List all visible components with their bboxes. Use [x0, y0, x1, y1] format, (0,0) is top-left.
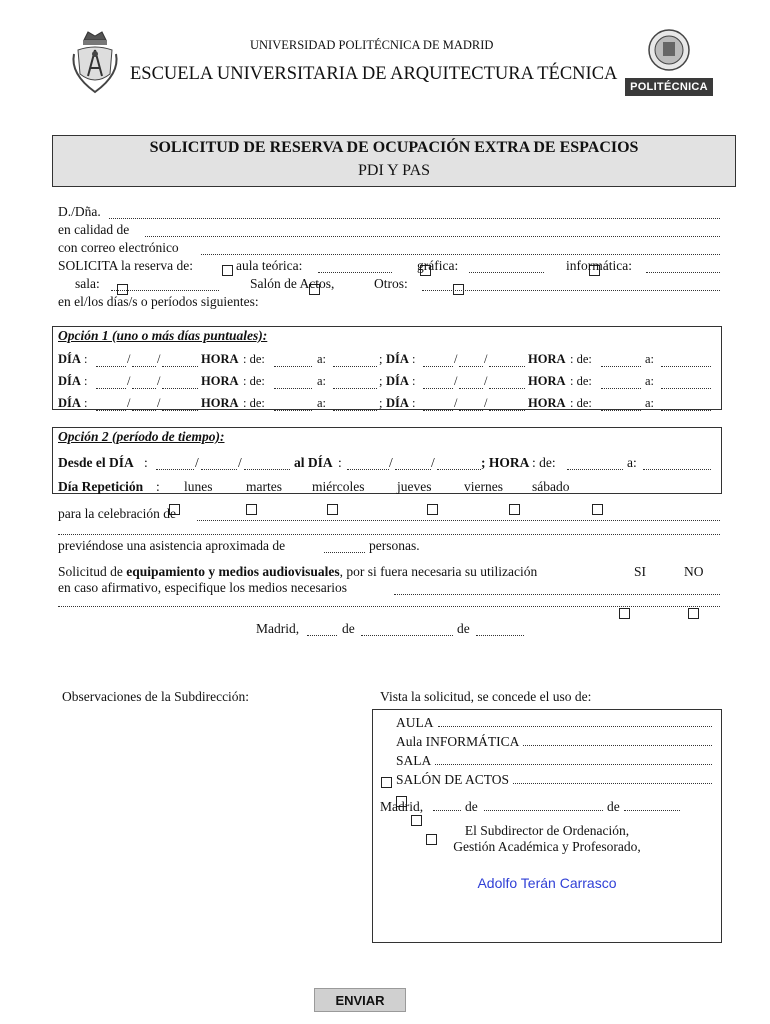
al-year[interactable] — [437, 457, 481, 470]
opcion1-from[interactable] — [274, 376, 312, 389]
opcion1-month-2[interactable] — [459, 376, 483, 389]
signature-name: Adolfo Terán Carrasco — [477, 875, 617, 891]
fecha-de1: de — [342, 621, 355, 636]
desde-slash2: / — [238, 455, 242, 470]
medios-field[interactable] — [394, 582, 720, 595]
al-label: al DÍA — [294, 455, 333, 470]
hora2-de: : de: — [532, 455, 556, 470]
opcion1-to-2[interactable] — [661, 398, 711, 411]
opcion1-year-2[interactable] — [489, 376, 525, 389]
si-checkbox[interactable] — [619, 608, 630, 619]
desde-year[interactable] — [244, 457, 290, 470]
email-field[interactable] — [201, 242, 720, 255]
calidad-label: en calidad de — [58, 222, 130, 237]
celebracion-line-2 — [58, 534, 720, 535]
opcion1-year[interactable] — [162, 398, 198, 411]
opcion1-slash: / — [127, 396, 131, 410]
opcion1-hora-label: HORA — [201, 396, 239, 410]
hora2-label: ; HORA — [481, 455, 530, 470]
concesion-checkbox-0[interactable] — [381, 777, 392, 788]
day-label-0: lunes — [184, 479, 213, 494]
medios-line-2 — [58, 606, 720, 607]
informatica-label: informática: — [566, 258, 632, 273]
vista-month-line — [484, 810, 603, 811]
hora2-a: a: — [627, 455, 637, 470]
opcion1-from-2[interactable] — [601, 354, 641, 367]
opcion1-a-label: a: — [317, 352, 327, 366]
opcion1-slash: / — [454, 396, 458, 410]
opcion1-month[interactable] — [132, 398, 156, 411]
opcion1-dia-label: DÍA — [58, 374, 81, 388]
opcion1-to[interactable] — [333, 376, 377, 389]
opcion1-dia-colon-2: : — [412, 352, 416, 366]
opcion1-hora-label-2: HORA — [528, 352, 566, 366]
hora2-from[interactable] — [567, 457, 623, 470]
otros-label: Otros: — [374, 276, 408, 291]
vista-year-line — [624, 810, 680, 811]
concesion-label-1: Aula INFORMÁTICA — [396, 734, 520, 749]
sala-label: sala: — [75, 276, 100, 291]
opcion1-dia-colon: : — [84, 374, 88, 388]
fecha-day[interactable] — [307, 623, 337, 636]
opcion1-year-2[interactable] — [489, 354, 525, 367]
opcion1-year[interactable] — [162, 376, 198, 389]
opcion1-day-2[interactable] — [423, 398, 453, 411]
grafica-field[interactable] — [469, 260, 544, 273]
fecha-month[interactable] — [361, 623, 453, 636]
concesion-line-0 — [438, 726, 713, 727]
opcion1-month[interactable] — [132, 354, 156, 367]
opcion1-from[interactable] — [274, 398, 312, 411]
afirmativo-label: en caso afirmativo, especifique los medios necesarios — [58, 580, 348, 595]
capacity-field[interactable] — [145, 224, 720, 237]
desde-slash1: / — [195, 455, 199, 470]
opcion1-de-label-2: : de: — [570, 374, 592, 388]
opcion1-day-2[interactable] — [423, 376, 453, 389]
form-subtitle: PDI Y PAS — [357, 162, 431, 179]
al-slash2: / — [431, 455, 435, 470]
opcion1-dia-label-2: DÍA — [386, 396, 409, 410]
opcion1-a-label: a: — [317, 396, 327, 410]
opcion1-hora-label-2: HORA — [528, 374, 566, 388]
opcion1-month-2[interactable] — [459, 354, 483, 367]
politecnica-label: POLITÉCNICA — [625, 78, 713, 96]
opcion1-to-2[interactable] — [661, 354, 711, 367]
opcion2-title: Opción 2 (período de tiempo): — [58, 429, 225, 444]
opcion1-dia-label: DÍA — [58, 396, 81, 410]
university-name: UNIVERSIDAD POLITÉCNICA DE MADRID — [250, 38, 494, 52]
opcion1-de-label: : de: — [243, 374, 265, 388]
opcion1-hora-label-2: HORA — [528, 396, 566, 410]
concesion-line-1 — [523, 745, 712, 746]
al-colon: : — [338, 455, 342, 470]
opcion1-sep: ; — [379, 396, 383, 410]
opcion1-slash: / — [484, 352, 488, 366]
day-label-3: jueves — [397, 479, 432, 494]
opcion1-day[interactable] — [96, 398, 126, 411]
opcion1-day[interactable] — [96, 376, 126, 389]
opcion1-a-label-2: a: — [645, 352, 655, 366]
day-label-1: martes — [246, 479, 282, 494]
grafica-label: gráfica: — [417, 258, 459, 273]
celebracion-label: para la celebración de — [58, 506, 177, 521]
school-name: ESCUELA UNIVERSITARIA DE ARQUITECTURA TÉCNICA — [130, 64, 618, 84]
school-crest-logo — [66, 30, 124, 96]
otros-field[interactable] — [422, 278, 720, 291]
opcion1-hora-label: HORA — [201, 374, 239, 388]
opcion1-dia-label: DÍA — [58, 352, 81, 366]
opcion1-slash: / — [127, 352, 131, 366]
name-field[interactable] — [109, 206, 720, 219]
opcion1-to[interactable] — [333, 354, 377, 367]
al-day[interactable] — [347, 457, 389, 470]
opcion1-title: Opción 1 (uno o más días puntuales): — [58, 328, 268, 343]
opcion1-slash: / — [454, 352, 458, 366]
opcion1-dia-label-2: DÍA — [386, 374, 409, 388]
desde-colon: : — [144, 455, 148, 470]
opcion1-slash: / — [157, 352, 161, 366]
asistencia-label: previéndose una asistencia aproximada de — [58, 538, 286, 553]
concesion-label-2: SALA — [396, 753, 432, 768]
concesion-label-3: SALÓN DE ACTOS — [396, 772, 510, 787]
desde-label: Desde el DÍA — [58, 455, 134, 470]
repeticion-colon: : — [156, 479, 160, 494]
vista-de2: de — [607, 799, 620, 814]
opcion1-slash: / — [484, 396, 488, 410]
desde-day[interactable] — [156, 457, 194, 470]
opcion1-year[interactable] — [162, 354, 198, 367]
no-checkbox[interactable] — [688, 608, 699, 619]
opcion1-from-2[interactable] — [601, 398, 641, 411]
dias-label: en el/los días/s o períodos siguientes: — [58, 294, 259, 309]
opcion1-slash: / — [157, 374, 161, 388]
subdirector-line2: Gestión Académica y Profesorado, — [453, 839, 641, 854]
subdirector-line1: El Subdirector de Ordenación, — [464, 823, 630, 838]
opcion1-to[interactable] — [333, 398, 377, 411]
equipamiento-bold: equipamiento y medios audiovisuales — [126, 564, 340, 579]
opcion1-slash: / — [127, 374, 131, 388]
salon-actos-label: Salón de Actos, — [250, 276, 335, 291]
celebracion-field[interactable] — [197, 508, 720, 521]
opcion1-from-2[interactable] — [601, 376, 641, 389]
opcion1-de-label-2: : de: — [570, 352, 592, 366]
concesion-line-3 — [513, 783, 712, 784]
asistencia-field[interactable] — [324, 540, 365, 553]
fecha-year[interactable] — [476, 623, 524, 636]
email-label: con correo electrónico — [58, 240, 179, 255]
al-month[interactable] — [395, 457, 431, 470]
opcion1-month-2[interactable] — [459, 398, 483, 411]
opcion1-slash: / — [454, 374, 458, 388]
opcion1-slash: / — [157, 396, 161, 410]
opcion1-sep: ; — [379, 352, 383, 366]
day-label-2: miércoles — [312, 479, 365, 494]
equipamiento-line — [58, 564, 537, 580]
enviar-button[interactable]: ENVIAR — [314, 988, 406, 1012]
day-label-4: viernes — [464, 479, 503, 494]
opcion1-de-label: : de: — [243, 352, 265, 366]
opcion1-a-label: a: — [317, 374, 327, 388]
vista-de1: de — [465, 799, 478, 814]
opcion1-de-label: : de: — [243, 396, 265, 410]
opcion1-dia-colon-2: : — [412, 396, 416, 410]
equipamiento-post: , por si fuera necesaria su utilización — [339, 564, 538, 579]
opcion1-year-2[interactable] — [489, 398, 525, 411]
concesion-label-0: AULA — [396, 715, 434, 730]
solicita-label: SOLICITA la reserva de: — [58, 258, 193, 273]
repeticion-label: Día Repetición — [58, 479, 144, 494]
opcion1-dia-colon: : — [84, 396, 88, 410]
aula-teorica-checkbox[interactable] — [222, 265, 233, 276]
no-label: NO — [684, 564, 704, 579]
politecnica-logo — [623, 28, 715, 98]
form-title: SOLICITUD DE RESERVA DE OCUPACIÓN EXTRA DE ESPACIOS — [149, 139, 639, 156]
opcion1-a-label-2: a: — [645, 396, 655, 410]
equipamiento-pre: Solicitud de — [58, 564, 123, 579]
opcion1-day-2[interactable] — [423, 354, 453, 367]
opcion1-de-label-2: : de: — [570, 396, 592, 410]
opcion1-dia-colon: : — [84, 352, 88, 366]
informatica-field[interactable] — [646, 260, 720, 273]
al-slash1: / — [389, 455, 393, 470]
concesion-line-2 — [435, 764, 712, 765]
opcion1-dia-colon-2: : — [412, 374, 416, 388]
opcion1-slash: / — [484, 374, 488, 388]
observaciones-label: Observaciones de la Subdirección: — [62, 689, 250, 704]
vista-title: Vista la solicitud, se concede el uso de: — [380, 689, 592, 704]
aula-teorica-field[interactable] — [318, 260, 392, 273]
dona-label: D./Dña. — [58, 204, 101, 219]
sala-field[interactable] — [111, 278, 219, 291]
opcion1-hora-label: HORA — [201, 352, 239, 366]
vista-madrid: Madrid, — [380, 799, 424, 814]
opcion1-a-label-2: a: — [645, 374, 655, 388]
fecha-de2: de — [457, 621, 470, 636]
personas-label: personas. — [369, 538, 420, 553]
opcion1-from[interactable] — [274, 354, 312, 367]
vista-day-line — [433, 810, 461, 811]
opcion1-day[interactable] — [96, 354, 126, 367]
opcion1-month[interactable] — [132, 376, 156, 389]
opcion1-to-2[interactable] — [661, 376, 711, 389]
opcion1-sep: ; — [379, 374, 383, 388]
si-label: SI — [634, 564, 647, 579]
aula-teorica-label: aula teórica: — [236, 258, 303, 273]
desde-month[interactable] — [201, 457, 237, 470]
opcion1-dia-label-2: DÍA — [386, 352, 409, 366]
hora2-to[interactable] — [643, 457, 711, 470]
fecha-madrid: Madrid, — [256, 621, 300, 636]
day-label-5: sábado — [532, 479, 570, 494]
